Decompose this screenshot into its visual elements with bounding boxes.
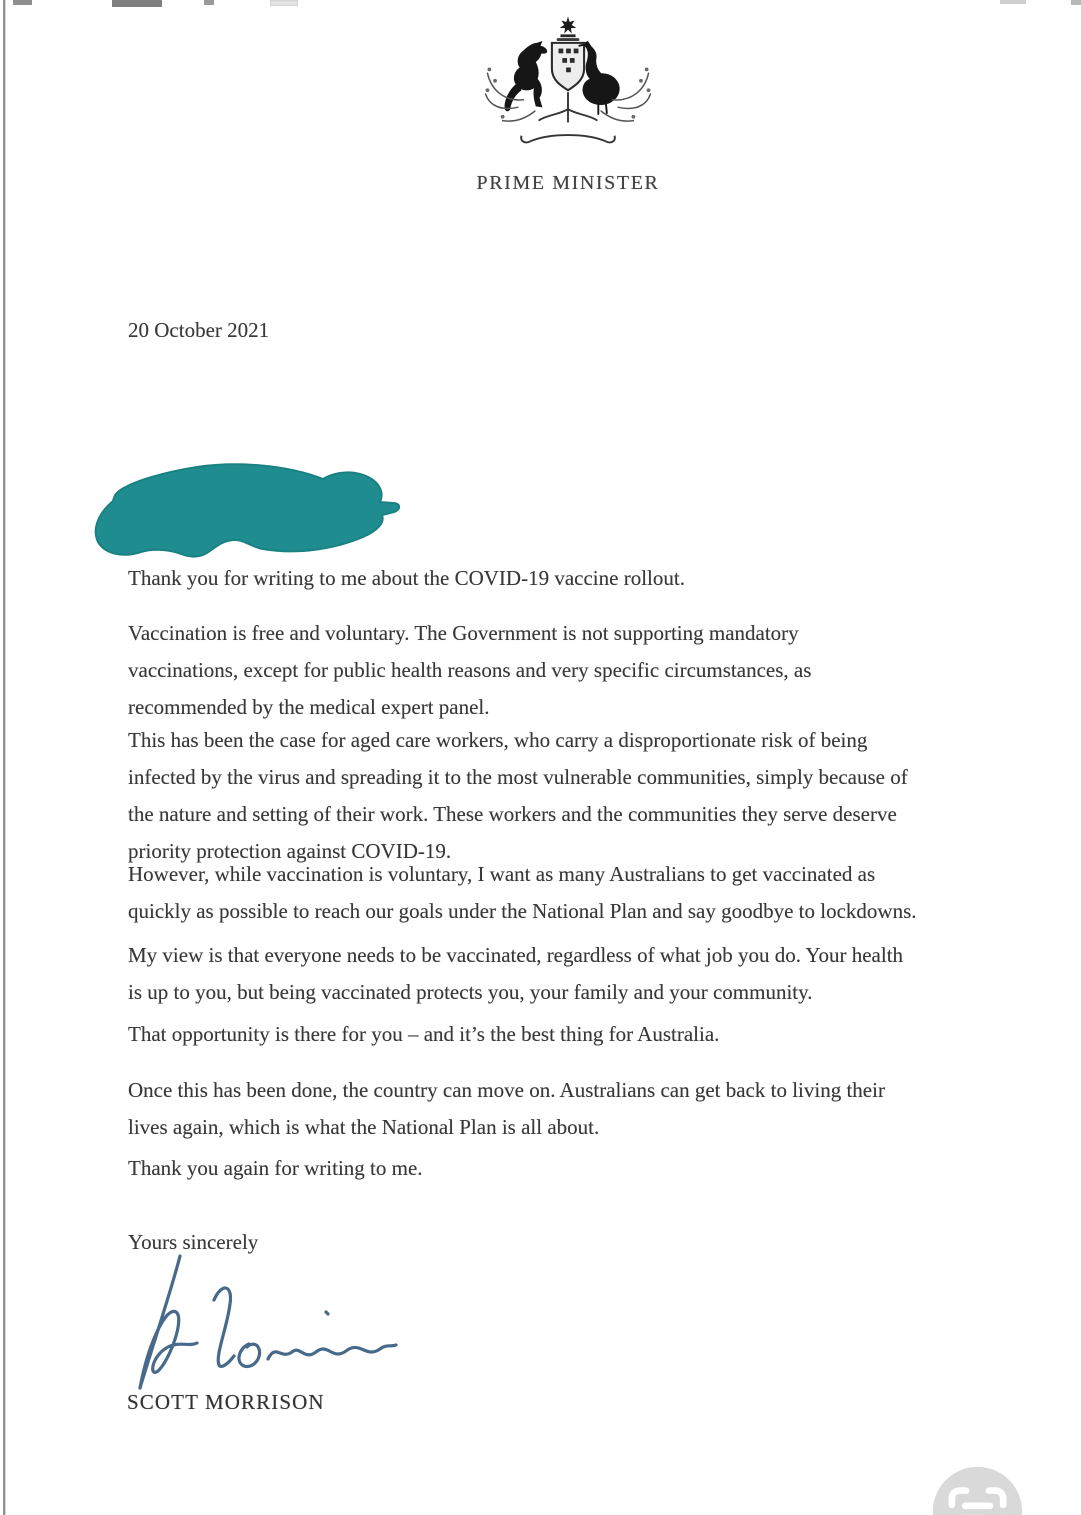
letter-line: quickly as possible to reach our goals under the National Plan and say goodbye to lockdowns.	[128, 899, 917, 923]
australian-coat-of-arms-icon	[478, 12, 658, 160]
scan-artifact	[204, 0, 214, 5]
scan-text-icon	[930, 1464, 1025, 1515]
paragraph	[128, 1016, 719, 1053]
scan-artifact	[13, 0, 32, 5]
paragraph	[128, 615, 811, 726]
letter-line: the nature and setting of their work. These workers and the communities they serve deserve	[128, 802, 897, 826]
letter-line: This has been the case for aged care workers, who carry a disproportionate risk of being	[128, 728, 868, 752]
scan-artifact	[270, 0, 298, 6]
letter-line: Once this has been done, the country can move on. Australians can get back to living their	[128, 1078, 885, 1102]
letter-line: My view is that everyone needs to be vaccinated, regardless of what job you do. Your health	[128, 943, 904, 967]
letter-line: infected by the virus and spreading it to the most vulnerable communities, simply because of	[128, 765, 908, 789]
paragraph	[128, 1072, 885, 1146]
scan-artifact	[1071, 0, 1081, 5]
letter-line: Vaccination is free and voluntary. The Government is not supporting mandatory	[128, 621, 799, 645]
paragraph	[128, 560, 685, 597]
letter-line: Thank you again for writing to me.	[128, 1156, 423, 1180]
paragraph	[128, 937, 903, 1011]
letter-line: Thank you for writing to me about the COVID-19 vaccine rollout.	[128, 566, 685, 590]
letter-line: is up to you, but being vaccinated protects you, your family and your community.	[128, 980, 813, 1004]
paragraph	[128, 856, 917, 930]
letter-line: vaccinations, except for public health reasons and very specific circumstances, as	[128, 658, 812, 682]
letter-line: That opportunity is there for you – and it’s the best thing for Australia.	[128, 1022, 720, 1046]
letter-date: 20 October 2021	[128, 318, 270, 342]
scan-edge-line-soft	[5, 0, 6, 1515]
redaction-mark	[85, 453, 410, 568]
paragraph	[128, 1150, 423, 1187]
letterhead-title: PRIME MINISTER	[476, 172, 660, 194]
letter-line: However, while vaccination is voluntary, I want as many Australians to get vaccinated as	[128, 862, 876, 886]
scan-text-button[interactable]	[930, 1464, 1025, 1515]
letter-line: priority protection against COVID-19.	[128, 839, 452, 863]
valediction: Yours sincerely	[128, 1230, 259, 1254]
scan-artifact	[1000, 0, 1026, 4]
letter-line: recommended by the medical expert panel.	[128, 695, 490, 719]
signatory-name: SCOTT MORRISON	[127, 1390, 325, 1414]
letter-line: lives again, which is what the National Plan is all about.	[128, 1115, 600, 1139]
signature-scott-morrison	[118, 1248, 413, 1398]
paragraph	[128, 722, 908, 870]
scan-artifact	[112, 0, 162, 7]
